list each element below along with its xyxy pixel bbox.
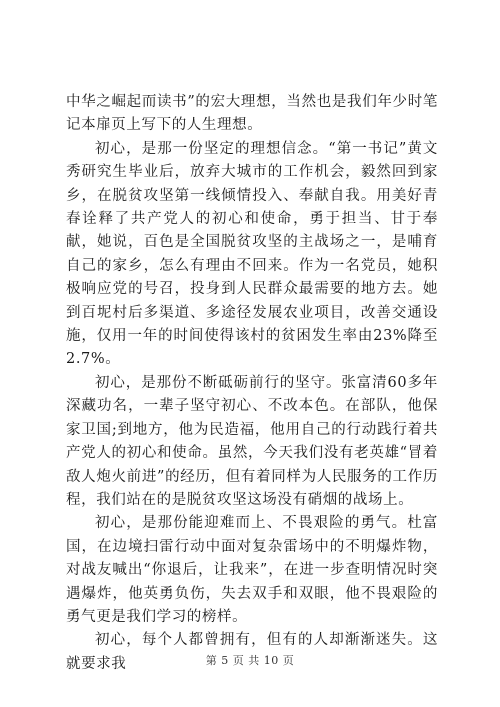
paragraph-continuation: 中华之崛起而读书”的宏大理想，当然也是我们年少时笔记本扉页上写下的人生理想。 [66,94,438,134]
paragraph-perseverance: 初心，是那份不断砥砺前行的坚守。张富清60多年深藏功名，一辈子坚守初心、不改本色。在部队，他保家卫国;到地方，他为民造福，他用自己的行动践行着共产党人的初心和使命。虽然，今天我们没有老英雄“冒着敌人炮火前进”的经历，但有着同样为人民服务的工作历程，我们站在的是脱贫攻坚这场没有硝烟的战场上。 [66,374,438,508]
document-body [66,91,438,676]
paragraph-closing: 初心，每个人都曾拥有，但有的人却渐渐迷失。这就要求我 [66,632,438,672]
paragraph-courage: 初心，是那份能迎难而上、不畏艰险的勇气。杜富国，在边境扫雷行动中面对复杂雷场中的不明爆炸物，对战友喊出“你退后，让我来”，在进一步查明情况时突遇爆炸，他英勇负伤，失去双手和双眼，他不畏艰险的勇气更是我们学习的榜样。 [66,515,438,625]
page-footer: 第 5 页 共 10 页 [205,654,295,667]
paragraph-ideal-belief: 初心，是那一份坚定的理想信念。“第一书记”黄文秀研究生毕业后，放弃大城市的工作机会，毅然回到家乡，在脱贫攻坚第一线倾情投入、奉献自我。用美好青春诠释了共产党人的初心和使命，勇于担当、甘于奉献，她说，百色是全国脱贫攻坚的主战场之一，是哺育自己的家乡，怎么有理由不回来。作为一名党员，她积极响应党的号召，投身到人民群众最需要的地方去。她到百坭村后多渠道、多途径发展农业项目，改善交通设施，仅用一年的时间使得该村的贫困发生率由23%降至2.7%。 [66,140,438,368]
